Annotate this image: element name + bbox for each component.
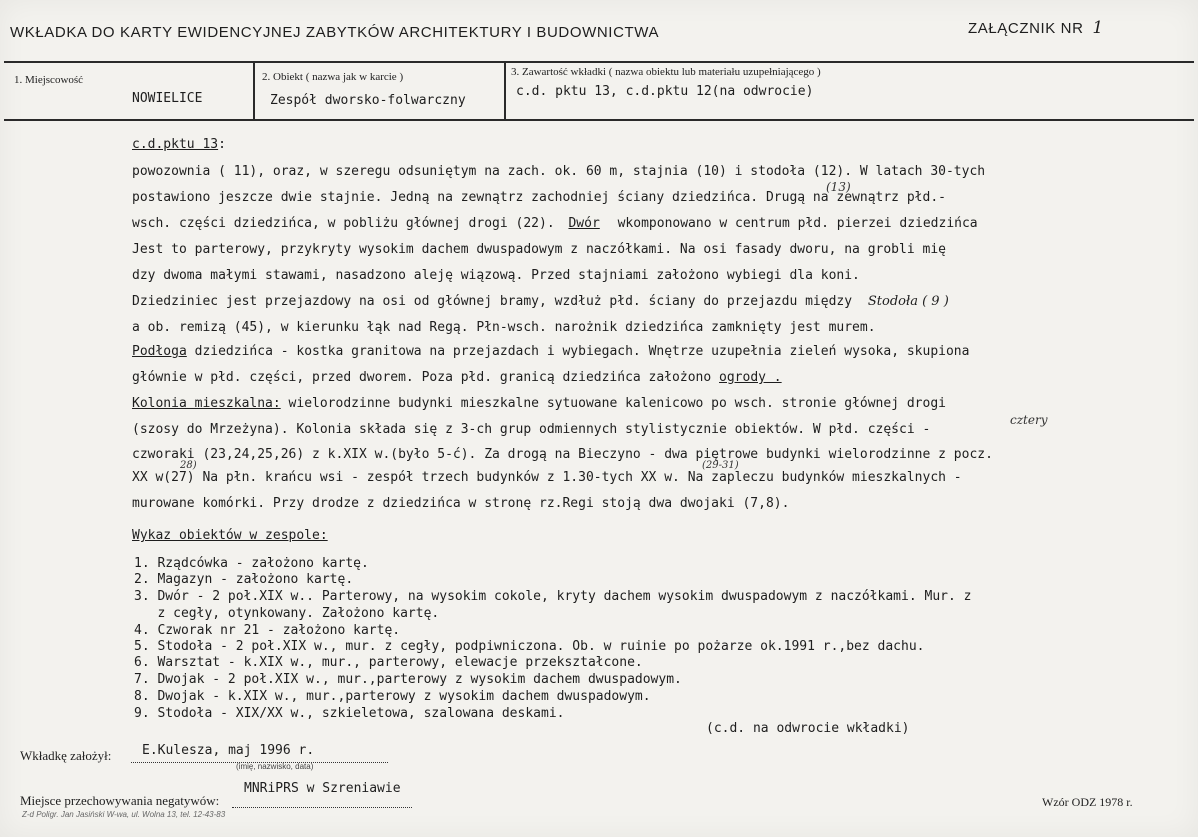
storage-label: Miejsce przechowywania negatywów:	[20, 793, 220, 808]
podloga-label: Podłoga	[132, 344, 187, 359]
list-item: 9. Stodoła - XIX/XX w., szkieletowa, szalowana deskami.	[134, 706, 565, 721]
body-line: Dziedziniec jest przejazdowy na osi od głównej bramy, wzdłuż płd. ściany do przejazdu między Stodoła ( 9 )	[132, 294, 949, 309]
field-2-value: Zespół dworsko-folwarczny	[270, 93, 466, 108]
body-line: murowane komórki. Przy drodze z dziedzińca w stronę rz.Regi stoją dwa dwojaki (7,8).	[132, 496, 790, 511]
field-1-value: NOWIELICE	[132, 91, 203, 106]
storage-dotted-line	[232, 807, 412, 808]
body-line: postawiono jeszcze dwie stajnie. Jedną na zewnątrz zachodniej ściany dziedzińca. Drugą na zewnątrz płd.-	[132, 190, 946, 205]
attachment-number: 1	[1092, 18, 1104, 38]
body-line: Podłoga dziedzińca - kostka granitowa na przejazdach i wybiegach. Wnętrze uzupełnia zieleń wysoka, skupiona	[132, 344, 970, 359]
storage-value: MNRiPRS w Szreniawie	[244, 781, 401, 796]
handwritten-note-stodola: Stodoła ( 9 )	[867, 294, 949, 309]
printer-imprint: Z-d Poligr. Jan Jasiński W-wa, ul. Wolna 13, tel. 12-43-83	[22, 810, 226, 819]
body-line: wsch. części dziedzińca, w pobliżu głównej drogi (22). Dwór wkomponowano w centrum płd. pierzei dziedzińca	[132, 216, 978, 231]
field-box-bottom-border	[4, 119, 1194, 121]
list-item: 3. Dwór - 2 poł.XIX w.. Parterowy, na wysokim cokole, kryty dachem wysokim dwuspadowym z naczółkami. Mur. z	[134, 589, 972, 604]
field-2-label: 2. Obiekt ( nazwa jak w karcie )	[262, 71, 404, 83]
handwritten-note-13: (13)	[826, 180, 851, 194]
list-item: 4. Czworak nr 21 - założono kartę.	[134, 623, 401, 638]
body-line: dzy dwoma małymi stawami, nasadzono aleję wiązową. Przed stajniami założono wybiegi dla koni.	[132, 268, 860, 283]
field-divider-2	[504, 62, 506, 120]
field-3-label: 3. Zawartość wkładki ( nazwa obiektu lub materiału uzupełniającego )	[511, 66, 821, 78]
document-title: WKŁADKA DO KARTY EWIDENCYJNEJ ZABYTKÓW ARCHITEKTURY I BUDOWNICTWA	[10, 24, 660, 41]
field-box-top-border	[4, 61, 1194, 63]
attachment-label: ZAŁĄCZNIK NR	[968, 20, 1084, 37]
dwor-label: Dwór	[568, 216, 600, 231]
author-label: Wkładkę założył:	[20, 748, 112, 763]
kolonia-label: Kolonia mieszkalna:	[132, 396, 281, 411]
body-line: głównie w płd. części, przed dworem. Poza płd. granicą dziedzińca założono ogrody .	[132, 370, 782, 385]
continuation-note: (c.d. na odwrocie wkładki)	[706, 721, 910, 736]
handwritten-note-28: 28)	[180, 460, 197, 471]
list-heading: Wykaz obiektów w zespole:	[132, 528, 328, 543]
body-line: czworaki (23,24,25,26) z k.XIX w.(było 5-ć). Za drogą na Bieczyno - dwa piętrowe budynki wielorodzinne z pocz.	[132, 447, 993, 462]
list-item: 6. Warsztat - k.XIX w., mur., parterowy, elewacje przekształcone.	[134, 655, 643, 670]
body-line: (szosy do Mrzeżyna). Kolonia składa się z 3-ch grup odmiennych stylistycznie obiektów. W płd. części -	[132, 422, 931, 437]
author-value: E.Kulesza, maj 1996 r.	[142, 743, 315, 758]
attachment-header	[968, 18, 1104, 38]
list-item: 1. Rządcówka - założono kartę.	[134, 556, 369, 571]
author-caption: (imię, nazwisko, data)	[236, 762, 314, 771]
handwritten-note-cztery: cztery	[1010, 413, 1048, 427]
list-item: 5. Stodoła - 2 poł.XIX w., mur. z cegły, podpiwniczona. Ob. w ruinie po pożarze ok.1991 r.,bez dachu.	[134, 639, 925, 654]
form-id: Wzór ODZ 1978 r.	[1042, 795, 1133, 809]
body-line: powozownia ( 11), oraz, w szeregu odsuniętym na zach. ok. 60 m, stajnia (10) i stodoła (12). W latach 30-tych	[132, 164, 986, 179]
list-item: z cegły, otynkowany. Założono kartę.	[134, 606, 440, 621]
field-divider-1	[253, 62, 255, 120]
body-line: Jest to parterowy, przykryty wysokim dachem dwuspadowym z naczółkami. Na osi fasady dworu, na grobli mię	[132, 242, 946, 257]
list-item: 8. Dwojak - k.XIX w., mur.,parterowy z wysokim dachem dwuspadowym.	[134, 689, 651, 704]
list-item: 7. Dwojak - 2 poł.XIX w., mur.,parterowy z wysokim dachem dwuspadowym.	[134, 672, 682, 687]
ogrody-label: ogrody .	[719, 370, 782, 385]
field-3-value: c.d. pktu 13, c.d.pktu 12(na odwrocie)	[516, 84, 814, 99]
handwritten-note-29-31: (29-31)	[702, 460, 739, 471]
section-heading: c.d.pktu 13:	[132, 137, 226, 152]
list-item: 2. Magazyn - założono kartę.	[134, 572, 354, 587]
body-line: a ob. remizą (45), w kierunku łąk nad Regą. Płn-wsch. narożnik dziedzińca zamknięty jest murem.	[132, 320, 876, 335]
body-line: XX w(27) Na płn. krańcu wsi - zespół trzech budynków z 1.30-tych XX w. Na zapleczu budynków mieszkalnych -	[132, 470, 962, 485]
body-line: Kolonia mieszkalna: wielorodzinne budynki mieszkalne sytuowane kalenicowo po wsch. stronie głównej drogi	[132, 396, 946, 411]
field-1-label: 1. Miejscowość	[14, 74, 84, 86]
